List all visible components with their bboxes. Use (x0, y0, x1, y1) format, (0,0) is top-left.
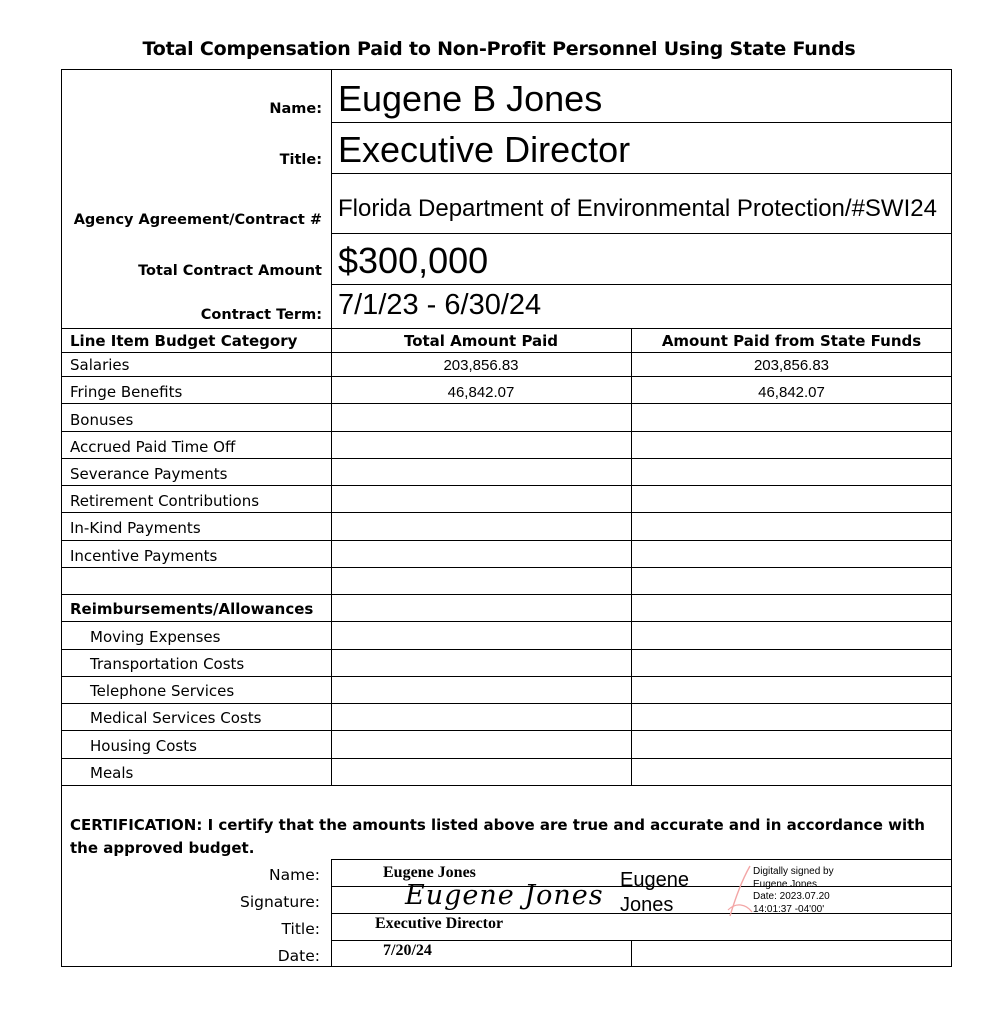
agreement-value: Florida Department of Environmental Protection/#SWI24 (338, 195, 937, 222)
title-value: Executive Director (338, 129, 631, 170)
header-rule (331, 284, 952, 285)
cert-signature-label: Signature: (240, 893, 320, 911)
table-row-category: Housing Costs (90, 737, 197, 755)
table-row-rule (61, 458, 952, 459)
table-row-rule (61, 703, 952, 704)
table-row-category: Bonuses (70, 411, 134, 429)
header-divider (331, 69, 332, 328)
table-row-rule (61, 512, 952, 513)
amount-value: $300,000 (338, 240, 489, 281)
name-value: Eugene B Jones (338, 78, 603, 119)
table-row-category: Transportation Costs (90, 655, 245, 673)
signature-divider (331, 859, 332, 967)
header-rule (331, 122, 952, 123)
table-row-rule (61, 376, 952, 377)
certification-text: CERTIFICATION: I certify that the amounts listed above are true and accurate and in accordance with the approved budget. (70, 816, 925, 857)
signature-rule (331, 940, 952, 941)
column-header-total: Total Amount Paid (403, 332, 559, 350)
table-row-rule (61, 403, 952, 404)
signature-rule (331, 859, 952, 860)
cert-title-label: Title: (281, 920, 320, 938)
digital-signature-line: Date: 2023.07.20 (753, 891, 830, 902)
table-row-category: Moving Expenses (90, 628, 221, 646)
table-row-category: Salaries (70, 356, 130, 374)
cert-title-value: Executive Director (375, 915, 504, 932)
table-row-category: Incentive Payments (70, 547, 218, 565)
term-value: 7/1/23 - 6/30/24 (338, 289, 542, 321)
digital-signature-line: Eugene Jones (753, 878, 817, 890)
column-header-category: Line Item Budget Category (70, 332, 298, 350)
table-row-category: Accrued Paid Time Off (70, 438, 236, 456)
table-row-category: Severance Payments (70, 465, 228, 483)
table-row-total: 46,842.07 (447, 384, 515, 401)
cert-name-value: Eugene Jones (383, 864, 476, 881)
table-row-rule (61, 649, 952, 650)
name-label: Name: (269, 101, 322, 117)
table-row-rule (61, 540, 952, 541)
table-row-rule (61, 431, 952, 432)
digital-signer-name: Eugene Jones (620, 869, 689, 916)
section-heading-reimbursements: Reimbursements/Allowances (70, 600, 314, 618)
cert-date-value: 7/20/24 (383, 942, 432, 959)
header-rule (331, 173, 952, 174)
table-row-rule (61, 567, 952, 568)
table-row-rule (61, 621, 952, 622)
table-row-rule (61, 594, 952, 595)
cert-date-label: Date: (277, 947, 320, 965)
table-row-total: 203,856.83 (443, 357, 519, 374)
digital-signature-line: 14:01:37 -04'00' (753, 903, 825, 915)
table-row-rule (61, 730, 952, 731)
table-row-category: In-Kind Payments (70, 519, 201, 537)
form-title: Total Compensation Paid to Non-Profit Personnel Using State Funds (142, 38, 856, 60)
table-row-rule (61, 676, 952, 677)
signature-image: Eugene Jones (405, 880, 604, 911)
table-header-rule (61, 352, 952, 353)
table-row-category: Retirement Contributions (70, 492, 260, 510)
table-row-category: Fringe Benefits (70, 383, 183, 401)
column-header-state: Amount Paid from State Funds (661, 332, 922, 350)
agreement-label: Agency Agreement/Contract # (73, 212, 322, 228)
cert-name-label: Name: (269, 866, 320, 884)
table-row-rule (61, 758, 952, 759)
header-rule (331, 233, 952, 234)
table-bottom-rule (61, 785, 952, 786)
table-row-category: Telephone Services (90, 682, 235, 700)
table-row-state: 46,842.07 (758, 384, 825, 401)
table-row-category: Medical Services Costs (90, 709, 262, 727)
signature-divider (631, 940, 632, 967)
digital-signature-line: Digitally signed by (753, 866, 834, 877)
term-label: Contract Term: (200, 307, 322, 323)
digital-signature-details (753, 866, 903, 916)
table-row-state: 203,856.83 (753, 357, 830, 374)
table-row-category: Meals (90, 764, 134, 782)
table-row-rule (61, 485, 952, 486)
amount-label: Total Contract Amount (138, 263, 322, 279)
title-label: Title: (279, 152, 322, 168)
table-top-rule (61, 328, 952, 329)
